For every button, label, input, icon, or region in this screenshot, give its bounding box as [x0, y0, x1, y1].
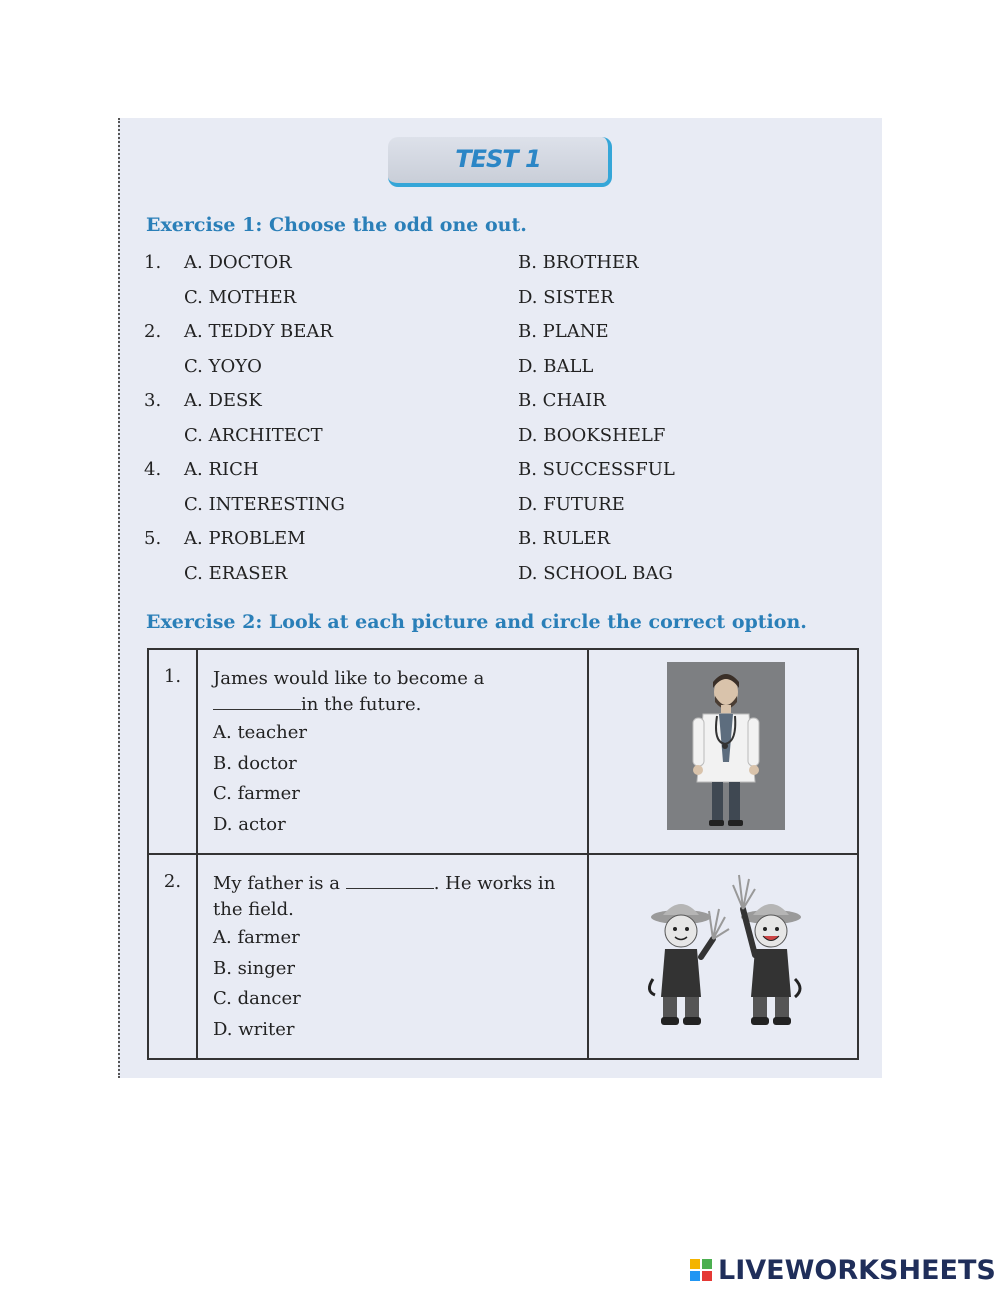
option-d: D. BALL	[518, 356, 594, 377]
option-b[interactable]: B. doctor	[213, 752, 297, 774]
option-d[interactable]: D. writer	[213, 1018, 295, 1040]
question-cell	[197, 854, 588, 1059]
option-d: D. SISTER	[518, 287, 614, 308]
option-d: D. SCHOOL BAG	[518, 563, 673, 584]
option-d: D. BOOKSHELF	[518, 425, 666, 446]
option-c: C. INTERESTING	[184, 494, 345, 515]
option-d: D. FUTURE	[518, 494, 625, 515]
option-c: C. ERASER	[184, 563, 288, 584]
option-c: C. ARCHITECT	[184, 425, 323, 446]
option-a: A. DOCTOR	[184, 252, 292, 273]
ex1-item-5-row1	[0, 528, 1000, 558]
ex1-item-2-row2	[0, 356, 1000, 386]
farmer-icon-left	[649, 904, 729, 1025]
option-a: A. RICH	[184, 459, 259, 480]
option-d[interactable]: D. actor	[213, 813, 286, 835]
option-c: C. MOTHER	[184, 287, 297, 308]
ex1-item-1-row2	[0, 287, 1000, 317]
ex1-item-1-row1	[0, 252, 1000, 282]
option-b: B. PLANE	[518, 321, 609, 342]
farmers-illustration	[629, 869, 829, 1039]
option-b: B. BROTHER	[518, 252, 639, 273]
question-text-after-blank: . He works in	[433, 873, 556, 894]
picture-cell	[588, 649, 858, 854]
option-b: B. RULER	[518, 528, 611, 549]
ex1-item-3-row2	[0, 425, 1000, 455]
option-c[interactable]: C. farmer	[213, 783, 300, 804]
farmer-icon-right	[733, 875, 801, 1025]
exercise1-heading: Exercise 1: Choose the odd one out.	[146, 214, 527, 236]
ex1-item-4-row2	[0, 494, 1000, 524]
exercise2-heading: Exercise 2: Look at each picture and circle the correct option.	[146, 611, 807, 633]
test-title-tab	[388, 137, 612, 187]
question-text-before-blank: My father is a	[213, 873, 340, 894]
option-b: B. CHAIR	[518, 390, 606, 411]
option-b[interactable]: B. singer	[213, 957, 296, 979]
ex1-item-5-row2	[0, 563, 1000, 593]
test-title: TEST 1	[455, 145, 541, 173]
option-c: C. YOYO	[184, 356, 262, 377]
option-a: A. PROBLEM	[184, 528, 306, 549]
doctor-icon	[667, 662, 785, 830]
question-number: 1.	[148, 649, 197, 854]
ex1-item-4-row1	[0, 459, 1000, 489]
item-number: 5.	[144, 528, 162, 549]
table-row	[148, 649, 858, 854]
logo-text: LIVEWORKSHEETS	[718, 1255, 996, 1286]
option-a: A. TEDDY BEAR	[184, 321, 333, 342]
liveworksheets-logo[interactable]	[690, 1254, 996, 1290]
exercise2-table	[147, 648, 859, 1060]
table-row	[148, 854, 858, 1059]
answer-blank[interactable]	[213, 693, 301, 710]
option-a[interactable]: A. teacher	[213, 722, 307, 743]
ex1-item-2-row1	[0, 321, 1000, 351]
option-c[interactable]: C. dancer	[213, 988, 301, 1009]
question-text-line1	[213, 871, 581, 897]
picture-cell	[588, 854, 858, 1059]
question-cell	[197, 649, 588, 854]
logo-grid-icon	[690, 1259, 714, 1283]
option-a: A. DESK	[184, 390, 262, 411]
question-text-line2: the field.	[213, 899, 294, 920]
question-text-line1: James would like to become a	[213, 668, 485, 689]
option-a[interactable]: A. farmer	[213, 927, 300, 948]
question-number: 2.	[148, 854, 197, 1059]
ex1-item-3-row1	[0, 390, 1000, 420]
question-text-after-blank: in the future.	[301, 694, 422, 715]
option-b: B. SUCCESSFUL	[518, 459, 675, 480]
answer-blank[interactable]	[346, 872, 434, 889]
item-number: 1.	[144, 252, 162, 273]
question-text-line2	[213, 692, 581, 718]
item-number: 4.	[144, 459, 162, 480]
item-number: 2.	[144, 321, 162, 342]
doctor-illustration	[667, 662, 785, 830]
item-number: 3.	[144, 390, 162, 411]
